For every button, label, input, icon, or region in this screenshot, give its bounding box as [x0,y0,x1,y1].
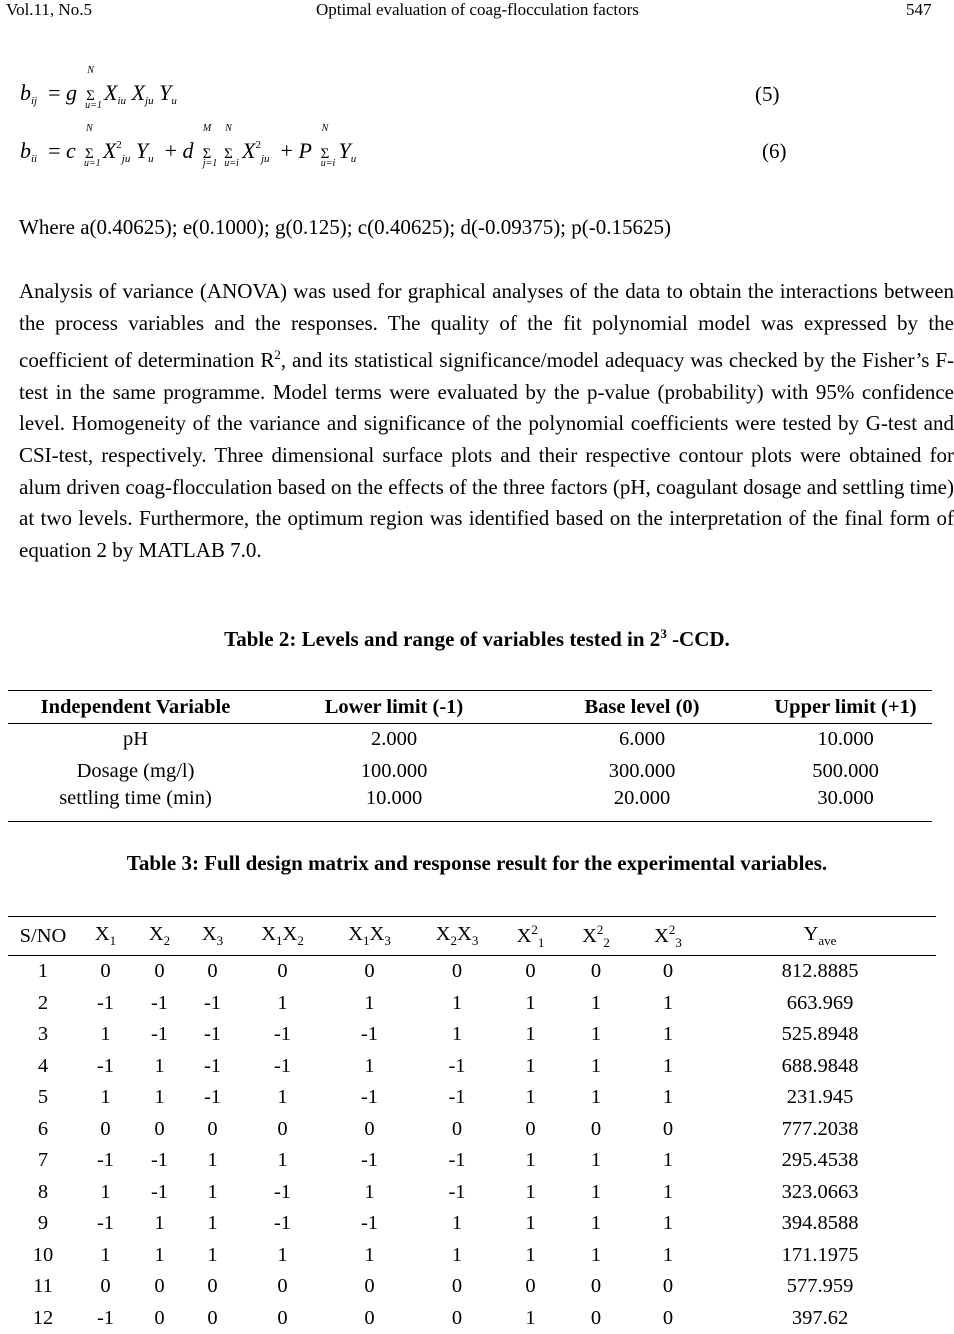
summation-sign: N Σ u=i [317,138,333,164]
table-cell: -1 [239,1208,326,1240]
table-cell: -1 [326,1145,413,1177]
table-cell: 0 [632,1271,704,1303]
table-cell: -1 [78,1051,133,1083]
column-header: Base level (0) [525,691,759,724]
table-cell: 0 [133,1271,186,1303]
table-cell: 0 [133,956,186,988]
table-cell: -1 [78,1303,133,1334]
page-number: 547 [906,0,932,20]
column-header: $Y_{ave}$ [704,917,936,956]
table-cell: settling time (min) [8,787,263,822]
table-row [8,1145,936,1177]
table-cell: 231.945 [704,1082,936,1114]
column-header: $X^2_1$ [501,917,560,956]
table-row [8,1019,936,1051]
table-cell: 1 [239,1082,326,1114]
table-cell: 1 [133,1051,186,1083]
table-cell: 1 [560,1208,632,1240]
summation-sign: N Σ u=1 [83,80,99,106]
table-cell: 171.1975 [704,1240,936,1272]
table-cell: 0 [413,1271,501,1303]
table-header-row [8,691,932,724]
table-cell: 1 [501,1177,560,1209]
table-cell: 1 [501,1019,560,1051]
table-cell: 2.000 [263,724,525,756]
table2-caption: Table 2: Levels and range of variables tested in $2^3$ -CCD. [0,626,954,652]
table-cell: Dosage (mg/l) [8,756,263,788]
table-cell: 6.000 [525,724,759,756]
table-cell: 4 [8,1051,78,1083]
table-cell: -1 [413,1082,501,1114]
table-cell: 1 [632,1051,704,1083]
table-row [8,1240,936,1272]
table-cell: 1 [501,1082,560,1114]
table-cell: 0 [413,1303,501,1334]
table-cell: -1 [413,1177,501,1209]
table-cell: -1 [186,1082,239,1114]
column-header: $X_2$ [133,917,186,956]
table-cell: 11 [8,1271,78,1303]
running-title: Optimal evaluation of coag-flocculation factors [316,0,639,20]
table-cell: 0 [560,1303,632,1334]
table-cell: -1 [326,1019,413,1051]
table-cell: 1 [632,1208,704,1240]
table-cell: 1 [326,988,413,1020]
table-cell: pH [8,724,263,756]
table-row [8,956,936,988]
table-cell: 1 [560,988,632,1020]
table-cell: 1 [78,1177,133,1209]
table-cell: 1 [501,1145,560,1177]
table-cell: 30.000 [759,787,932,822]
table-cell: 10.000 [263,787,525,822]
table-cell: 20.000 [525,787,759,822]
table-cell: 688.9848 [704,1051,936,1083]
table-cell: 7 [8,1145,78,1177]
table-cell: 0 [186,1271,239,1303]
table-cell: 1 [413,988,501,1020]
table-cell: 1 [501,1208,560,1240]
table-cell: 1 [186,1240,239,1272]
table-row [8,756,932,788]
table-cell: 0 [239,1114,326,1146]
equation-6: $b_{ii} = c$ N Σ u=1 $X^2_{ju}$ $Y_u + d$ M Σ j=1 N Σ u=i $X^2_{ju} + P$ N Σ u=i $Y_u$ [20,138,356,165]
table-cell: 1 [560,1240,632,1272]
table-cell: 1 [501,1051,560,1083]
table-cell: 1 [326,1240,413,1272]
table-cell: 0 [501,1271,560,1303]
table-cell: 1 [632,1177,704,1209]
table-cell: 812.8885 [704,956,936,988]
column-header: $X_1X_3$ [326,917,413,956]
table-cell: 9 [8,1208,78,1240]
table-cell: 1 [413,1019,501,1051]
table-cell: 1 [239,1145,326,1177]
table-cell: 0 [632,1303,704,1334]
table-cell: -1 [326,1208,413,1240]
table-cell: 1 [413,1240,501,1272]
table-cell: 0 [632,1114,704,1146]
table-cell: -1 [78,1145,133,1177]
table-cell: 0 [560,1114,632,1146]
column-header: $X_2X_3$ [413,917,501,956]
table-cell: 0 [413,1114,501,1146]
table-cell: 1 [78,1082,133,1114]
table-cell: -1 [413,1051,501,1083]
table-cell: 1 [186,1177,239,1209]
table-cell: 1 [413,1208,501,1240]
table-cell: 5 [8,1082,78,1114]
column-header: $X^2_3$ [632,917,704,956]
table-cell: 0 [326,1303,413,1334]
table-cell: -1 [186,1019,239,1051]
table-cell: -1 [326,1082,413,1114]
table-cell: 2 [8,988,78,1020]
table-cell: 0 [560,956,632,988]
table-cell: 1 [560,1082,632,1114]
table-cell: 0 [632,956,704,988]
table-cell: 0 [239,1271,326,1303]
table-cell: 1 [78,1019,133,1051]
table-cell: 777.2038 [704,1114,936,1146]
table-row [8,1303,936,1334]
table-cell: -1 [186,988,239,1020]
body-paragraph: Analysis of variance (ANOVA) was used for graphical analyses of the data to obtain the interactions between the process variables and the responses. The quality of the fit polynomial model was expressed by the coefficient of determination $R^2$, and its statistical significance/model adequacy was checked by the Fisher’s F-test in the same programme. Model terms were evaluated by the p-value (probability) with 95% confidence level. Homogeneity of the variance and significance of the polynomial coefficients were tested by G-test and CSI-test, respectively. Three dimensional surface plots and their respective contour plots were obtained for alum driven coag-flocculation based on the effects of the three factors (pH, coagulant dosage and settling time) at two levels. Furthermore, the optimum region was identified based on the interpretation of the final form of equation 2 by MATLAB 7.0. [19,276,954,566]
table-cell: -1 [133,1177,186,1209]
table-cell: 397.62 [704,1303,936,1334]
table-cell: 1 [133,1082,186,1114]
table-cell: 0 [133,1114,186,1146]
where-line: Where a(0.40625); e(0.1000); g(0.125); c(0.40625); d(-0.09375); p(-0.15625) [19,212,954,244]
table-cell: 394.8588 [704,1208,936,1240]
table-cell: 0 [413,956,501,988]
table-cell: 1 [133,1208,186,1240]
table-cell: 0 [501,956,560,988]
table-cell: -1 [413,1145,501,1177]
table-cell: 1 [560,1019,632,1051]
table-cell: 0 [560,1271,632,1303]
table-cell: 0 [501,1114,560,1146]
table-cell: -1 [133,1019,186,1051]
table-cell: 1 [239,1240,326,1272]
table-cell: 1 [186,1208,239,1240]
table-cell: 1 [632,1019,704,1051]
equation-5-number: (5) [755,82,780,107]
table-cell: 323.0663 [704,1177,936,1209]
table-cell: 0 [78,1271,133,1303]
table-cell: 1 [186,1145,239,1177]
table-cell: 1 [326,1177,413,1209]
table-row [8,724,932,756]
table-cell: 525.8948 [704,1019,936,1051]
table-cell: 0 [133,1303,186,1334]
table-cell: 300.000 [525,756,759,788]
journal-volume: Vol.11, No.5 [6,0,92,20]
table-cell: 0 [186,1114,239,1146]
table-cell: 8 [8,1177,78,1209]
table-cell: 1 [133,1240,186,1272]
summation-sign: N Σ u=i [221,138,237,164]
table-cell: 1 [501,1303,560,1334]
table-row [8,1114,936,1146]
table-cell: 1 [560,1145,632,1177]
column-header: $X_1$ [78,917,133,956]
table-cell: 1 [632,988,704,1020]
table-cell: -1 [239,1051,326,1083]
table-cell: 1 [8,956,78,988]
equation-5: $b_{ij} = g$ N Σ u=1 $X_{iu}$ $X_{ju}$ $Y_u$ [20,80,177,107]
table-row [8,1271,936,1303]
table-cell: 1 [501,988,560,1020]
table-cell: -1 [133,1145,186,1177]
table-cell: 0 [239,956,326,988]
column-header: Upper limit (+1) [759,691,932,724]
table-row [8,1177,936,1209]
table-row [8,988,936,1020]
table-row [8,787,932,822]
equation-6-number: (6) [762,139,787,164]
column-header: $X_1X_2$ [239,917,326,956]
table-cell: 0 [326,1271,413,1303]
table-cell: 500.000 [759,756,932,788]
table-cell: 10.000 [759,724,932,756]
table-cell: -1 [186,1051,239,1083]
table-cell: 1 [326,1051,413,1083]
table-cell: 0 [186,1303,239,1334]
column-header: $X_3$ [186,917,239,956]
table-cell: 1 [632,1240,704,1272]
table-cell: -1 [239,1177,326,1209]
table-cell: 0 [186,956,239,988]
table-cell: 0 [239,1303,326,1334]
table-cell: 1 [632,1145,704,1177]
table-cell: 3 [8,1019,78,1051]
table-cell: 1 [78,1240,133,1272]
table-cell: 295.4538 [704,1145,936,1177]
column-header: S/NO [8,917,78,956]
table-cell: 0 [78,956,133,988]
table-cell: 6 [8,1114,78,1146]
table-row [8,1051,936,1083]
summation-sign: N Σ u=1 [81,138,97,164]
table-cell: 100.000 [263,756,525,788]
table-cell: 1 [560,1177,632,1209]
table-cell: 1 [501,1240,560,1272]
table-cell: -1 [133,988,186,1020]
table-cell: -1 [78,988,133,1020]
table-row [8,1208,936,1240]
table-cell: 0 [326,1114,413,1146]
column-header: $X^2_2$ [560,917,632,956]
table-cell: 663.969 [704,988,936,1020]
table-cell: -1 [78,1208,133,1240]
table-cell: 577.959 [704,1271,936,1303]
table-cell: 1 [632,1082,704,1114]
table-cell: 0 [326,956,413,988]
column-header: Independent Variable [8,691,263,724]
table-row [8,1082,936,1114]
table3-caption: Table 3: Full design matrix and response result for the experimental variables. [0,851,954,876]
table-cell: 10 [8,1240,78,1272]
column-header: Lower limit (-1) [263,691,525,724]
table-cell: 0 [78,1114,133,1146]
table-cell: 12 [8,1303,78,1334]
table-header-row [8,917,936,956]
table-cell: 1 [560,1051,632,1083]
table-2 [8,690,932,822]
table-3 [8,916,936,1334]
table-cell: -1 [239,1019,326,1051]
table-cell: 1 [239,988,326,1020]
summation-sign: M Σ j=1 [199,138,215,164]
